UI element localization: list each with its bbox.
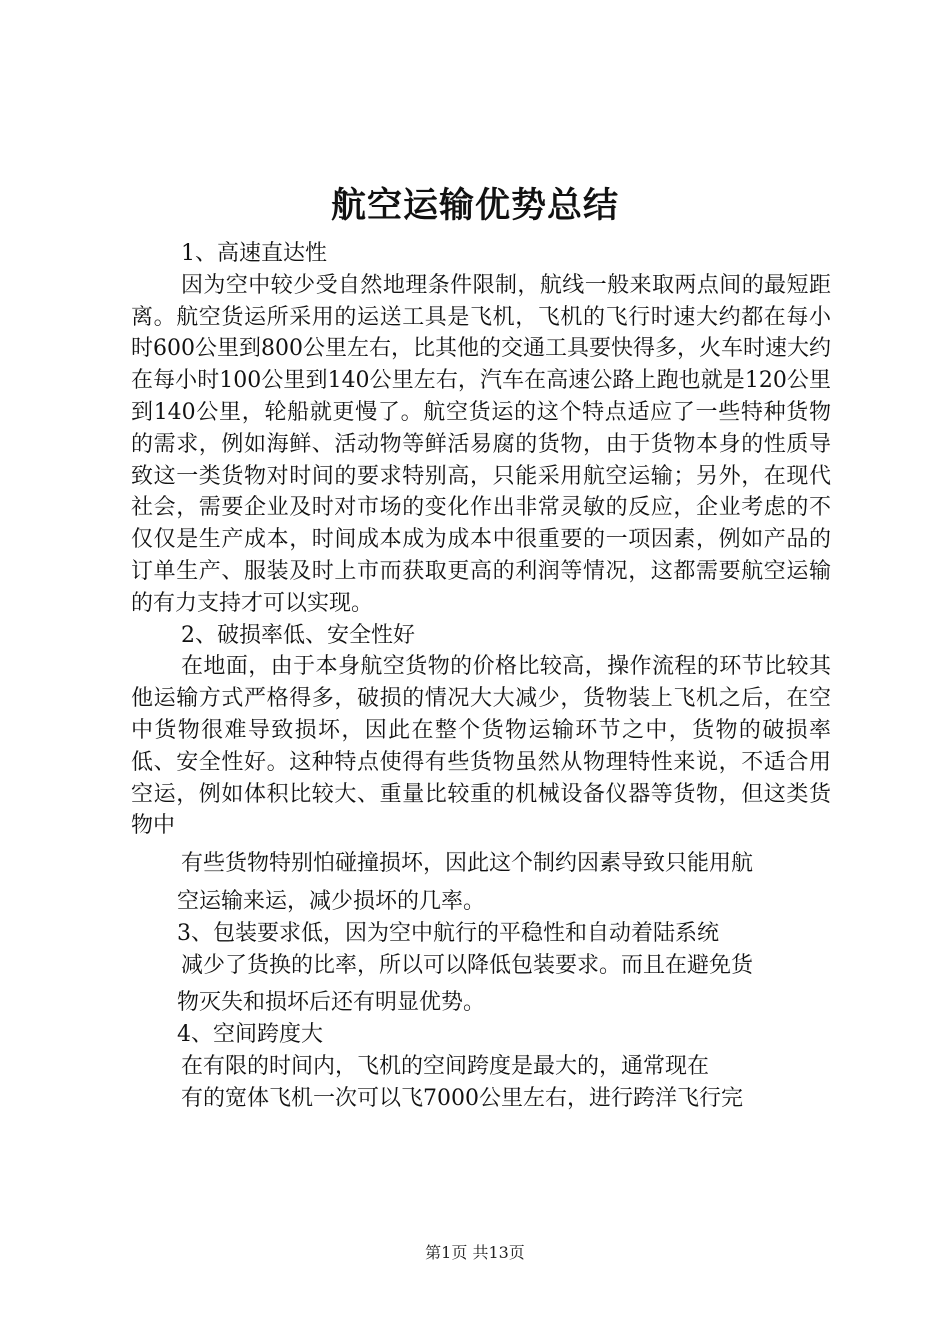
paragraph-safety-continued: 有些货物特别怕碰撞损坏，因此这个制约因素导致只能用航 (181, 851, 754, 877)
section-heading-safety: 2、破损率低、安全性好 (181, 622, 415, 648)
paragraph-safety: 在地面，由于本身航空货物的价格比较高，操作流程的环节比较其他运输方式严格得多，破损的情况大大减少，货物装上飞机之后，在空中货物很难导致损坏，因此在整个货物运输环节之中，货物的破损率低、安全性好。这种特点使得有些货物虽然从物理特性来说，不适合用空运，例如体积比较大、重量比较重的机械设备仪器等货物，但这类货物中 (131, 654, 831, 839)
paragraph-speed: 因为空中较少受自然地理条件限制，航线一般来取两点间的最短距离。航空货运所采用的运送工具是飞机，飞机的飞行时速大约都在每小时600公里到800公里左右，比其他的交通工具要快得多，火车时速大约在每小时100公里到140公里左右，汽车在高速公路上跑也就是120公里到140公里，轮船就更慢了。航空货运的这个特点适应了一些特种货物的需求，例如海鲜、活动物等鲜活易腐的货物，由于货物本身的性质导致这一类货物对时间的要求特别高，只能采用航空运输；另外，在现代社会，需要企业及时对市场的变化作出非常灵敏的反应，企业考虑的不仅仅是生产成本，时间成本成为成本中很重要的一项因素，例如产品的订单生产、服装及时上市而获取更高的利润等情况，这都需要航空运输的有力支持才可以实现。 (131, 272, 831, 616)
paragraph-packaging: 减少了货换的比率，所以可以降低包装要求。而且在避免货 (181, 952, 754, 978)
paragraph-span: 在有限的时间内，飞机的空间跨度是最大的，通常现在 (181, 1053, 710, 1079)
document-body (131, 238, 831, 1115)
document-title: 航空运输优势总结 (330, 186, 619, 226)
paragraph-span-continued: 有的宽体飞机一次可以飞7000公里左右，进行跨洋飞行完 (181, 1085, 743, 1111)
paragraph-safety-end: 空运输来运，减少损坏的几率。 (177, 888, 486, 914)
section-heading-span: 4、空间跨度大 (177, 1022, 323, 1048)
section-heading-speed: 1、高速直达性 (181, 241, 327, 266)
section-heading-packaging: 3、包装要求低，因为空中航行的平稳性和自动着陆系统 (177, 920, 719, 946)
page-footer: 第1页 共13页 (425, 1243, 525, 1262)
paragraph-packaging-end: 物灭失和损坏后还有明显优势。 (177, 990, 486, 1016)
